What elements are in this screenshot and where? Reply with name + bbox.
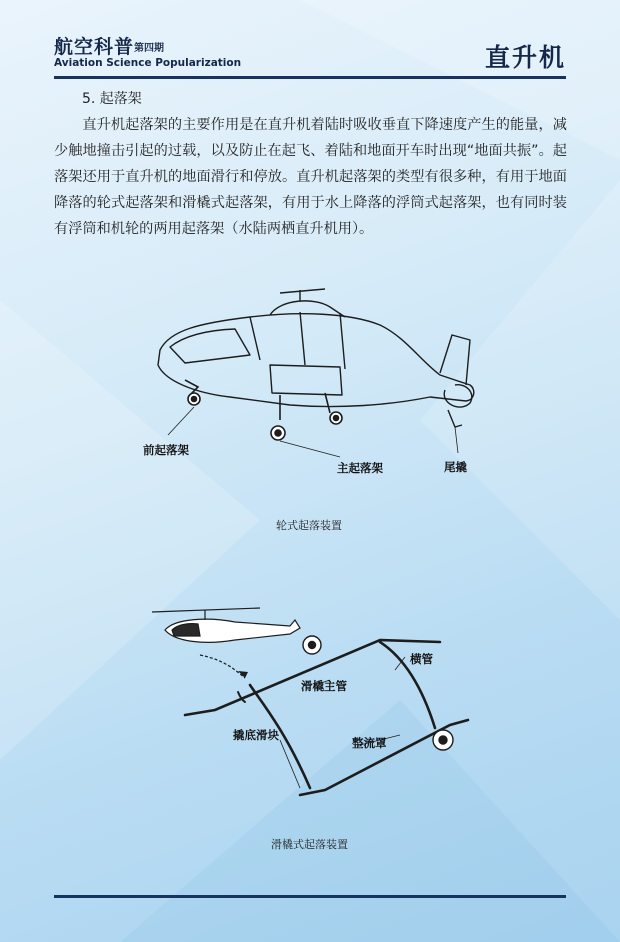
label-main-gear: 主起落架 xyxy=(337,461,383,475)
figure1-caption: 轮式起落装置 xyxy=(276,519,342,532)
wheel-rear xyxy=(433,730,453,750)
magazine-title-en: Aviation Science Popularization xyxy=(54,57,242,69)
cargo-door xyxy=(270,365,342,395)
label-skid-main-tube: 滑橇主管 xyxy=(301,679,347,693)
article-paragraph: 直升机起落架的主要作用是在直升机着陆时吸收垂直下降速度产生的能量，减少触地撞击引起的过载，以及防止在起飞、着陆和地面开车时出现“地面共振”。起落架还用于直升机的地面滑行和停放。直升机起落架的类型有很多种，有用于地面降落的轮式起落架和滑橇式起落架，有用于水上降落的浮筒式起落架，也有同时装有浮筒和机轮的两用起落架（水陆两栖直升机用）。 xyxy=(54,117,567,237)
label-tail-skid: 尾撬 xyxy=(444,460,467,474)
magazine-title-cn: 航空科普 xyxy=(54,36,135,58)
footer-rule xyxy=(54,895,566,898)
page-header xyxy=(54,30,566,76)
skid-gear-illustration xyxy=(150,600,480,810)
header-rule xyxy=(54,76,566,79)
tail-fin xyxy=(440,335,470,385)
leader-front xyxy=(168,407,194,435)
front-gear xyxy=(185,380,200,405)
fenestron xyxy=(444,385,472,407)
wheel-front xyxy=(303,636,321,654)
small-helicopter xyxy=(152,608,300,642)
direction-arrow xyxy=(200,655,245,678)
article-body xyxy=(54,112,567,242)
leader-tail xyxy=(455,427,458,453)
label-cross-tube: 横管 xyxy=(410,652,433,666)
main-gear xyxy=(271,393,342,440)
issue-number: 第四期 xyxy=(134,43,164,54)
figure2-caption: 滑橇式起落装置 xyxy=(271,838,348,851)
label-skid-block: 撬底滑块 xyxy=(233,728,279,742)
section-title: 直升机 xyxy=(484,43,566,72)
wheeled-gear-illustration xyxy=(140,285,490,485)
tail-skid xyxy=(448,410,462,427)
label-front-gear: 前起落架 xyxy=(143,443,189,457)
cockpit-window xyxy=(170,329,250,363)
section-subhead: 5. 起落架 xyxy=(82,91,142,107)
label-fairing: 整流罩 xyxy=(352,736,387,750)
rotor-mast xyxy=(280,289,325,301)
leader-main xyxy=(280,441,340,457)
